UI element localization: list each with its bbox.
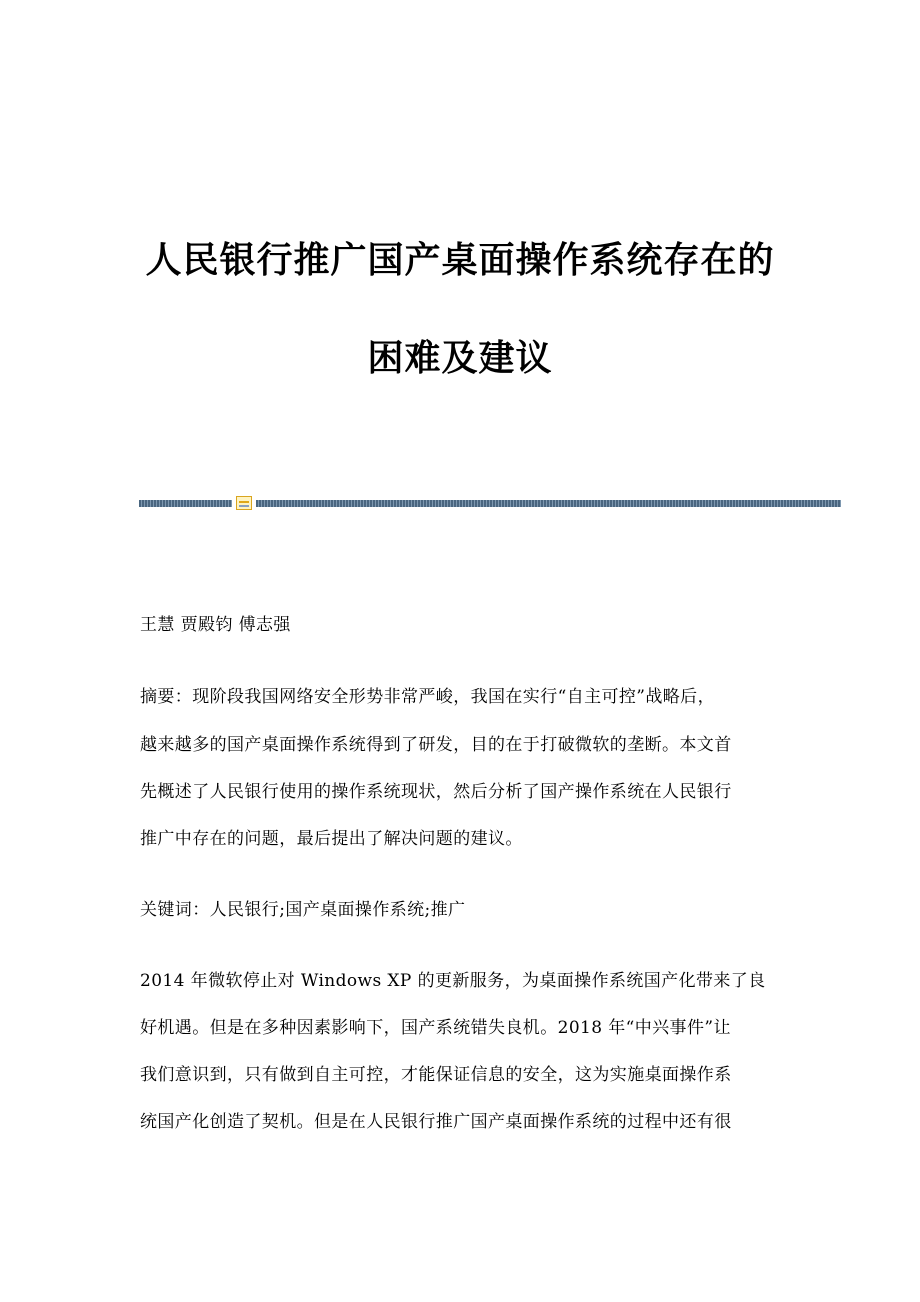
authors: 王慧 贾殿钧 傅志强	[140, 615, 291, 635]
divider-bar-right	[256, 500, 841, 507]
body-line: 统国产化创造了契机。但是在人民银行推广国产桌面操作系统的过程中还有很	[140, 1112, 732, 1132]
ornament-icon	[236, 496, 252, 510]
keywords: 关键词：人民银行;国产桌面操作系统;推广	[140, 900, 466, 920]
decorative-divider	[139, 496, 841, 510]
title-line-2: 困难及建议	[367, 338, 553, 379]
title-line-1: 人民银行推广国产桌面操作系统存在的	[145, 240, 775, 281]
abstract-line: 推广中存在的问题，最后提出了解决问题的建议。	[140, 829, 523, 849]
body-line: 好机遇。但是在多种因素影响下，国产系统错失良机。2018 年“中兴事件”让	[140, 1018, 731, 1038]
body-line: 我们意识到，只有做到自主可控，才能保证信息的安全，这为实施桌面操作系	[140, 1065, 732, 1085]
abstract-line: 越来越多的国产桌面操作系统得到了研发，目的在于打破微软的垄断。本文首	[140, 735, 732, 755]
abstract-line: 摘要：现阶段我国网络安全形势非常严峻，我国在实行“自主可控”战略后，	[140, 687, 715, 707]
body-line: 2014 年微软停止对 Windows XP 的更新服务，为桌面操作系统国产化带来了良	[140, 971, 766, 991]
abstract-line: 先概述了人民银行使用的操作系统现状，然后分析了国产操作系统在人民银行	[140, 782, 732, 802]
divider-bar-left	[139, 500, 232, 507]
